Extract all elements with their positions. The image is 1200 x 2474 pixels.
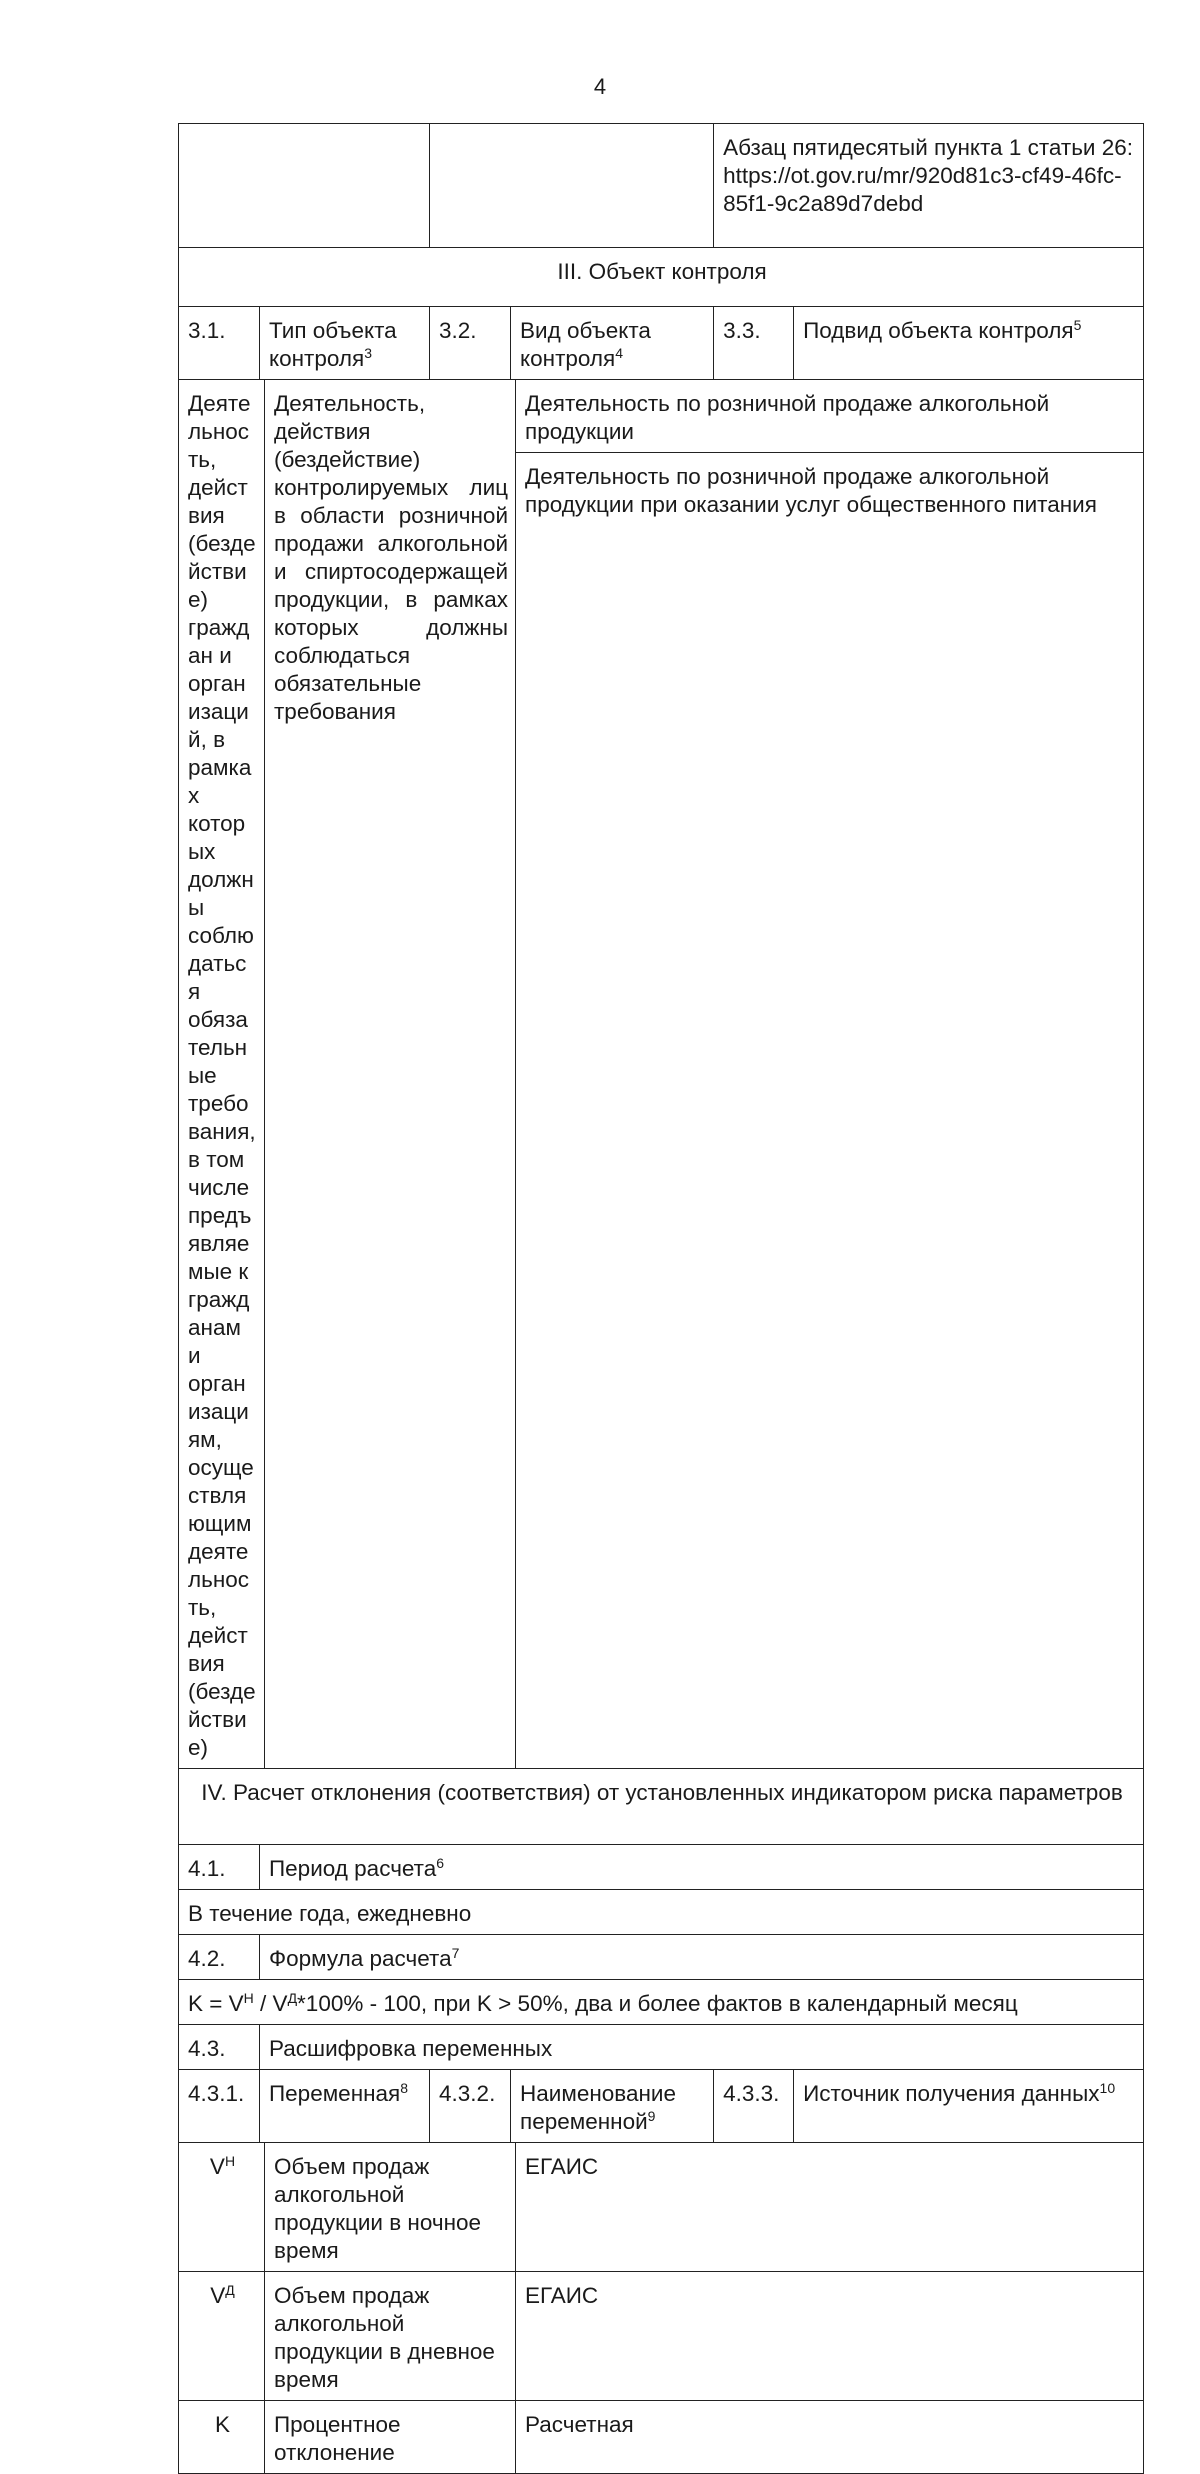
row-label: Период расчета$^6$ — [260, 1845, 1144, 1890]
row-label: Расшифровка переменных — [260, 2025, 1144, 2070]
subkind-item: Деятельность по розничной продаже алкогольной продукции — [516, 380, 1143, 453]
variables-header-row — [179, 2025, 1144, 2070]
section4-title-row — [179, 1769, 1144, 1845]
row-number: 4.1. — [179, 1845, 260, 1890]
column-number: 4.3.2. — [430, 2070, 511, 2143]
row-number: 4.2. — [179, 1935, 260, 1980]
variable-row — [179, 2272, 1144, 2401]
header-label: Вид объекта контроля$^4$ — [511, 307, 714, 380]
header-label: Тип объекта контроля$^3$ — [260, 307, 430, 380]
variable-row — [179, 2401, 1144, 2474]
variables-columns-row — [179, 2070, 1144, 2143]
header-label: Подвид объекта контроля$^5$ — [794, 307, 1144, 380]
variable-name: $V^Д$ — [179, 2272, 265, 2401]
header-number: 3.1. — [179, 307, 260, 380]
formula: $K = V^Н / V^Д*100\% - 100$, при K > 50%, два и более фактов в календарный месяц — [179, 1980, 1144, 2025]
section3-header-row — [179, 307, 1144, 380]
empty-cell — [430, 124, 714, 248]
period-header-row — [179, 1845, 1144, 1890]
column-label: Наименование переменной$^9$ — [511, 2070, 714, 2143]
risk-indicator-table — [178, 123, 1144, 2474]
subkind-item: Деятельность по розничной продаже алкогольной продукции при оказании услуг общественного питания — [525, 464, 1097, 517]
control-object-kind: Деятельность, действия (бездействие) контролируемых лиц в области розничной продажи алкогольной и спиртосодержащей продукции, в рамках которых должны соблюдаться обязательные требования — [265, 380, 516, 1769]
section3-content-row — [179, 380, 1144, 1769]
formula-row — [179, 1980, 1144, 2025]
control-object-subkind-cell — [516, 380, 1144, 1769]
variable-description: Процентное отклонение — [265, 2401, 516, 2474]
legal-basis-link[interactable]: https://ot.gov.ru/mr/920d81c3-cf49-46fc-85f1-9c2a89d7debd — [723, 163, 1122, 216]
legal-basis-row — [179, 124, 1144, 248]
header-number: 3.2. — [430, 307, 511, 380]
variable-row — [179, 2143, 1144, 2272]
column-label: Переменная$^8$ — [260, 2070, 430, 2143]
section3-title-row — [179, 248, 1144, 307]
row-number: 4.3. — [179, 2025, 260, 2070]
column-number: 4.3.3. — [714, 2070, 794, 2143]
row-label: Формула расчета$^7$ — [260, 1935, 1144, 1980]
legal-basis-text: Абзац пятидесятый пункта 1 статьи 26: — [723, 135, 1134, 160]
legal-basis-cell — [714, 124, 1144, 248]
period-value: В течение года, ежедневно — [179, 1890, 1144, 1935]
variable-description: Объем продаж алкогольной продукции в дневное время — [265, 2272, 516, 2401]
variable-description: Объем продаж алкогольной продукции в ночное время — [265, 2143, 516, 2272]
variable-source: Расчетная — [516, 2401, 1144, 2474]
variable-name: K — [179, 2401, 265, 2474]
variable-source: ЕГАИС — [516, 2143, 1144, 2272]
column-label: Источник получения данных$^{10}$ — [794, 2070, 1144, 2143]
empty-cell — [179, 124, 430, 248]
header-number: 3.3. — [714, 307, 794, 380]
variable-source: ЕГАИС — [516, 2272, 1144, 2401]
section4-title: IV. Расчет отклонения (соответствия) от установленных индикатором риска параметров — [179, 1769, 1144, 1845]
period-value-row — [179, 1890, 1144, 1935]
control-object-type: Деятельность, действия (бездействие) граждан и организаций, в рамках которых должны соблюдаться обязательные требования, в том числе предъявляемые к гражданам и организациям, осуществляющим деятельность, действия (бездействие) — [179, 380, 265, 1769]
formula-header-row — [179, 1935, 1144, 1980]
section3-title: III. Объект контроля — [179, 248, 1144, 307]
variable-name: $V^Н$ — [179, 2143, 265, 2272]
subkind-list — [516, 380, 1143, 525]
page-number: 4 — [593, 74, 607, 99]
column-number: 4.3.1. — [179, 2070, 260, 2143]
